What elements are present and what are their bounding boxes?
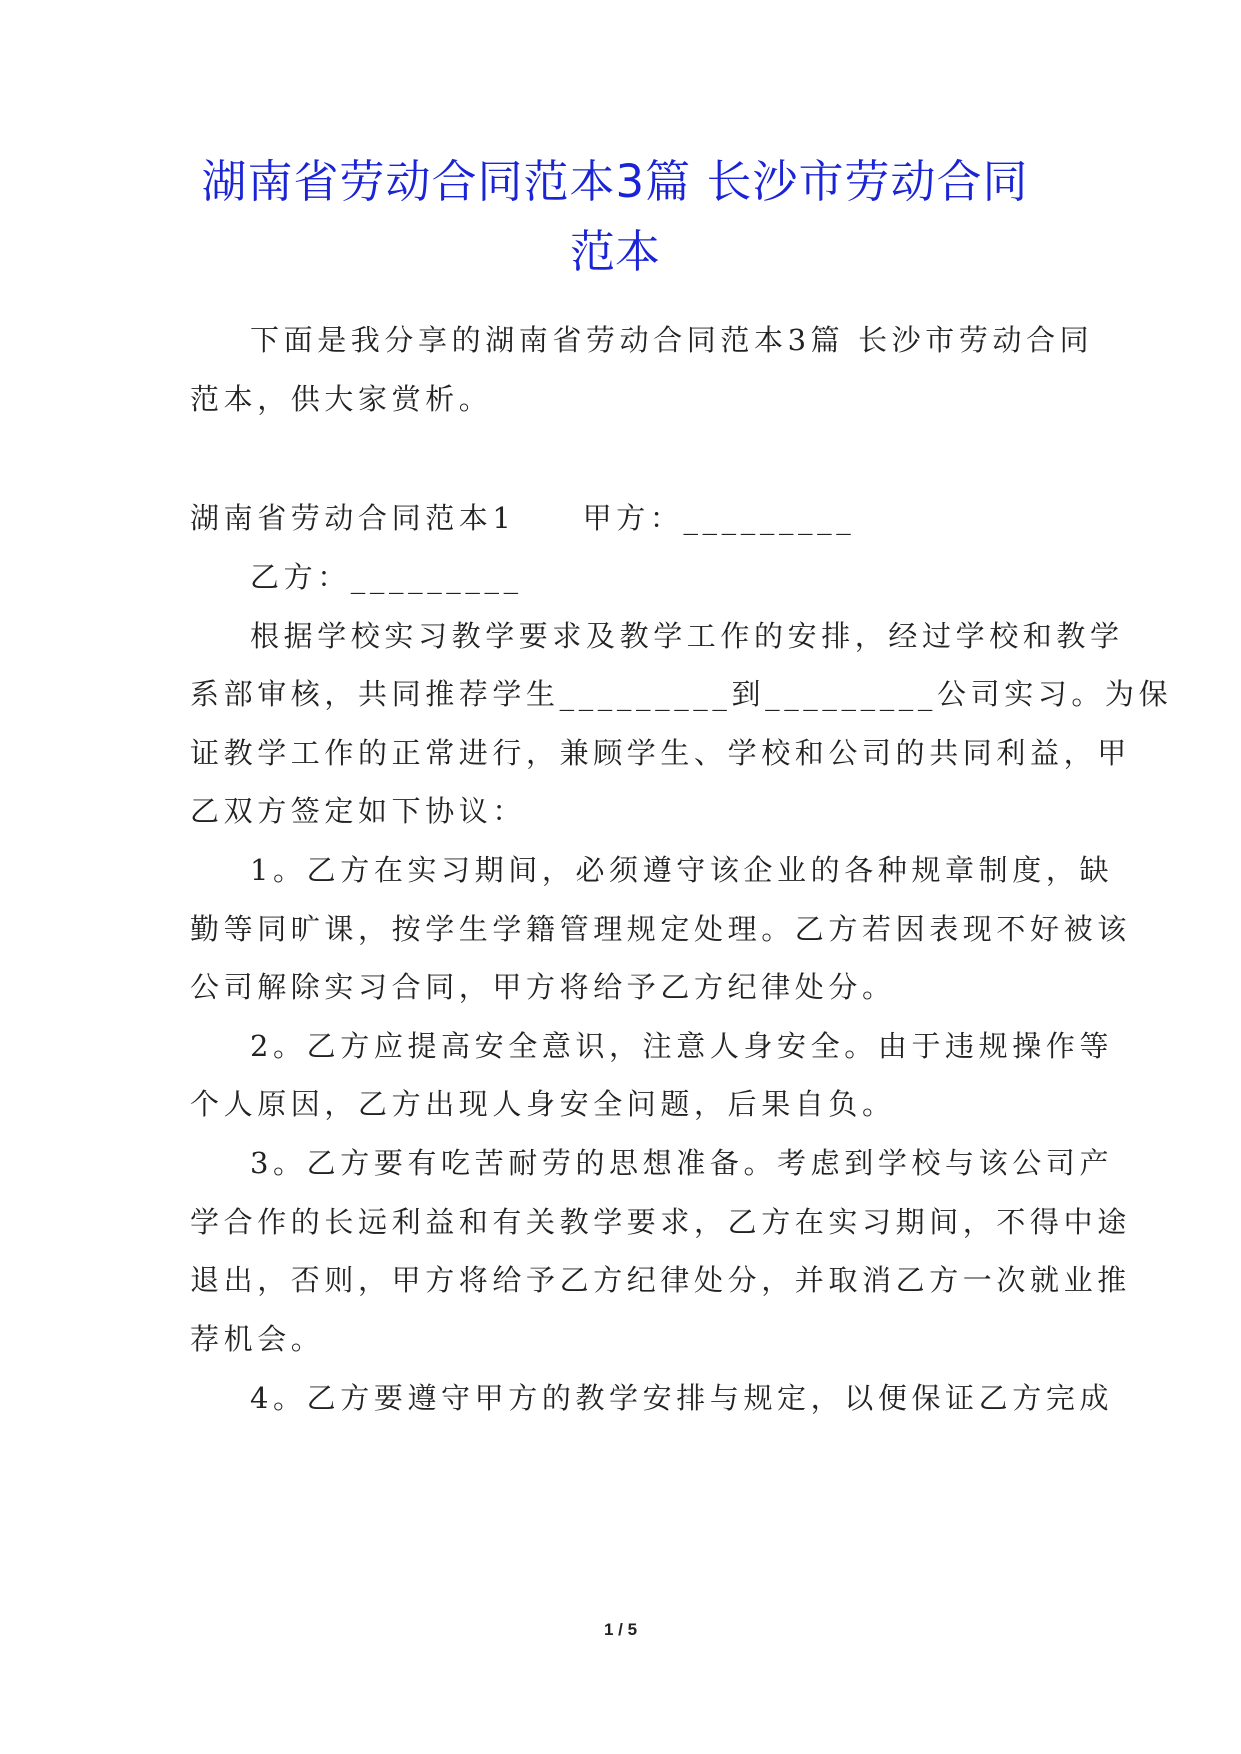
clause-3-line: 退出，否则，甲方将给予乙方纪律处分，并取消乙方一次就业推: [190, 1263, 1131, 1297]
intro-text-line-2: 范本，供大家赏析。: [190, 382, 493, 416]
clause-4-line: 4。乙方要遵守甲方的教学安排与规定，以便保证乙方完成: [250, 1381, 1114, 1415]
clause-3-line: 学合作的长远利益和有关教学要求，乙方在实习期间，不得中途: [190, 1205, 1131, 1239]
clause-3-line: 荐机会。: [190, 1322, 325, 1356]
document-title-line-2: 范本: [569, 225, 660, 278]
clause-3-line: 3。乙方要有吃苦耐劳的思想准备。考虑到学校与该公司产: [250, 1146, 1114, 1180]
document-title-line-1: 湖南省劳动合同范本3篇 长沙市劳动合同: [201, 155, 1029, 208]
clause-2-line: 个人原因，乙方出现人身安全问题，后果自负。: [190, 1087, 896, 1121]
party-b-field: 乙方：_________: [250, 560, 523, 594]
clause-1-line: 公司解除实习合同，甲方将给予乙方纪律处分。: [190, 970, 896, 1004]
page-indicator: 1 / 5: [603, 1620, 638, 1639]
paragraph-line: 系部审核，共同推荐学生_________到_________公司实习。为保: [190, 677, 1173, 711]
paragraph-line: 乙双方签定如下协议：: [190, 794, 527, 828]
section-heading: 湖南省劳动合同范本1 甲方：_________: [190, 501, 856, 535]
paragraph-line: 根据学校实习教学要求及教学工作的安排，经过学校和教学: [250, 619, 1124, 653]
clause-1-line: 1。乙方在实习期间，必须遵守该企业的各种规章制度，缺: [250, 853, 1114, 887]
clause-2-line: 2。乙方应提高安全意识，注意人身安全。由于违规操作等: [250, 1029, 1114, 1063]
paragraph-line: 证教学工作的正常进行，兼顾学生、学校和公司的共同利益，甲: [190, 736, 1131, 770]
intro-text-line-1: 下面是我分享的湖南省劳动合同范本3篇 长沙市劳动合同: [250, 323, 1094, 357]
clause-1-line: 勤等同旷课，按学生学籍管理规定处理。乙方若因表现不好被该: [190, 912, 1131, 946]
